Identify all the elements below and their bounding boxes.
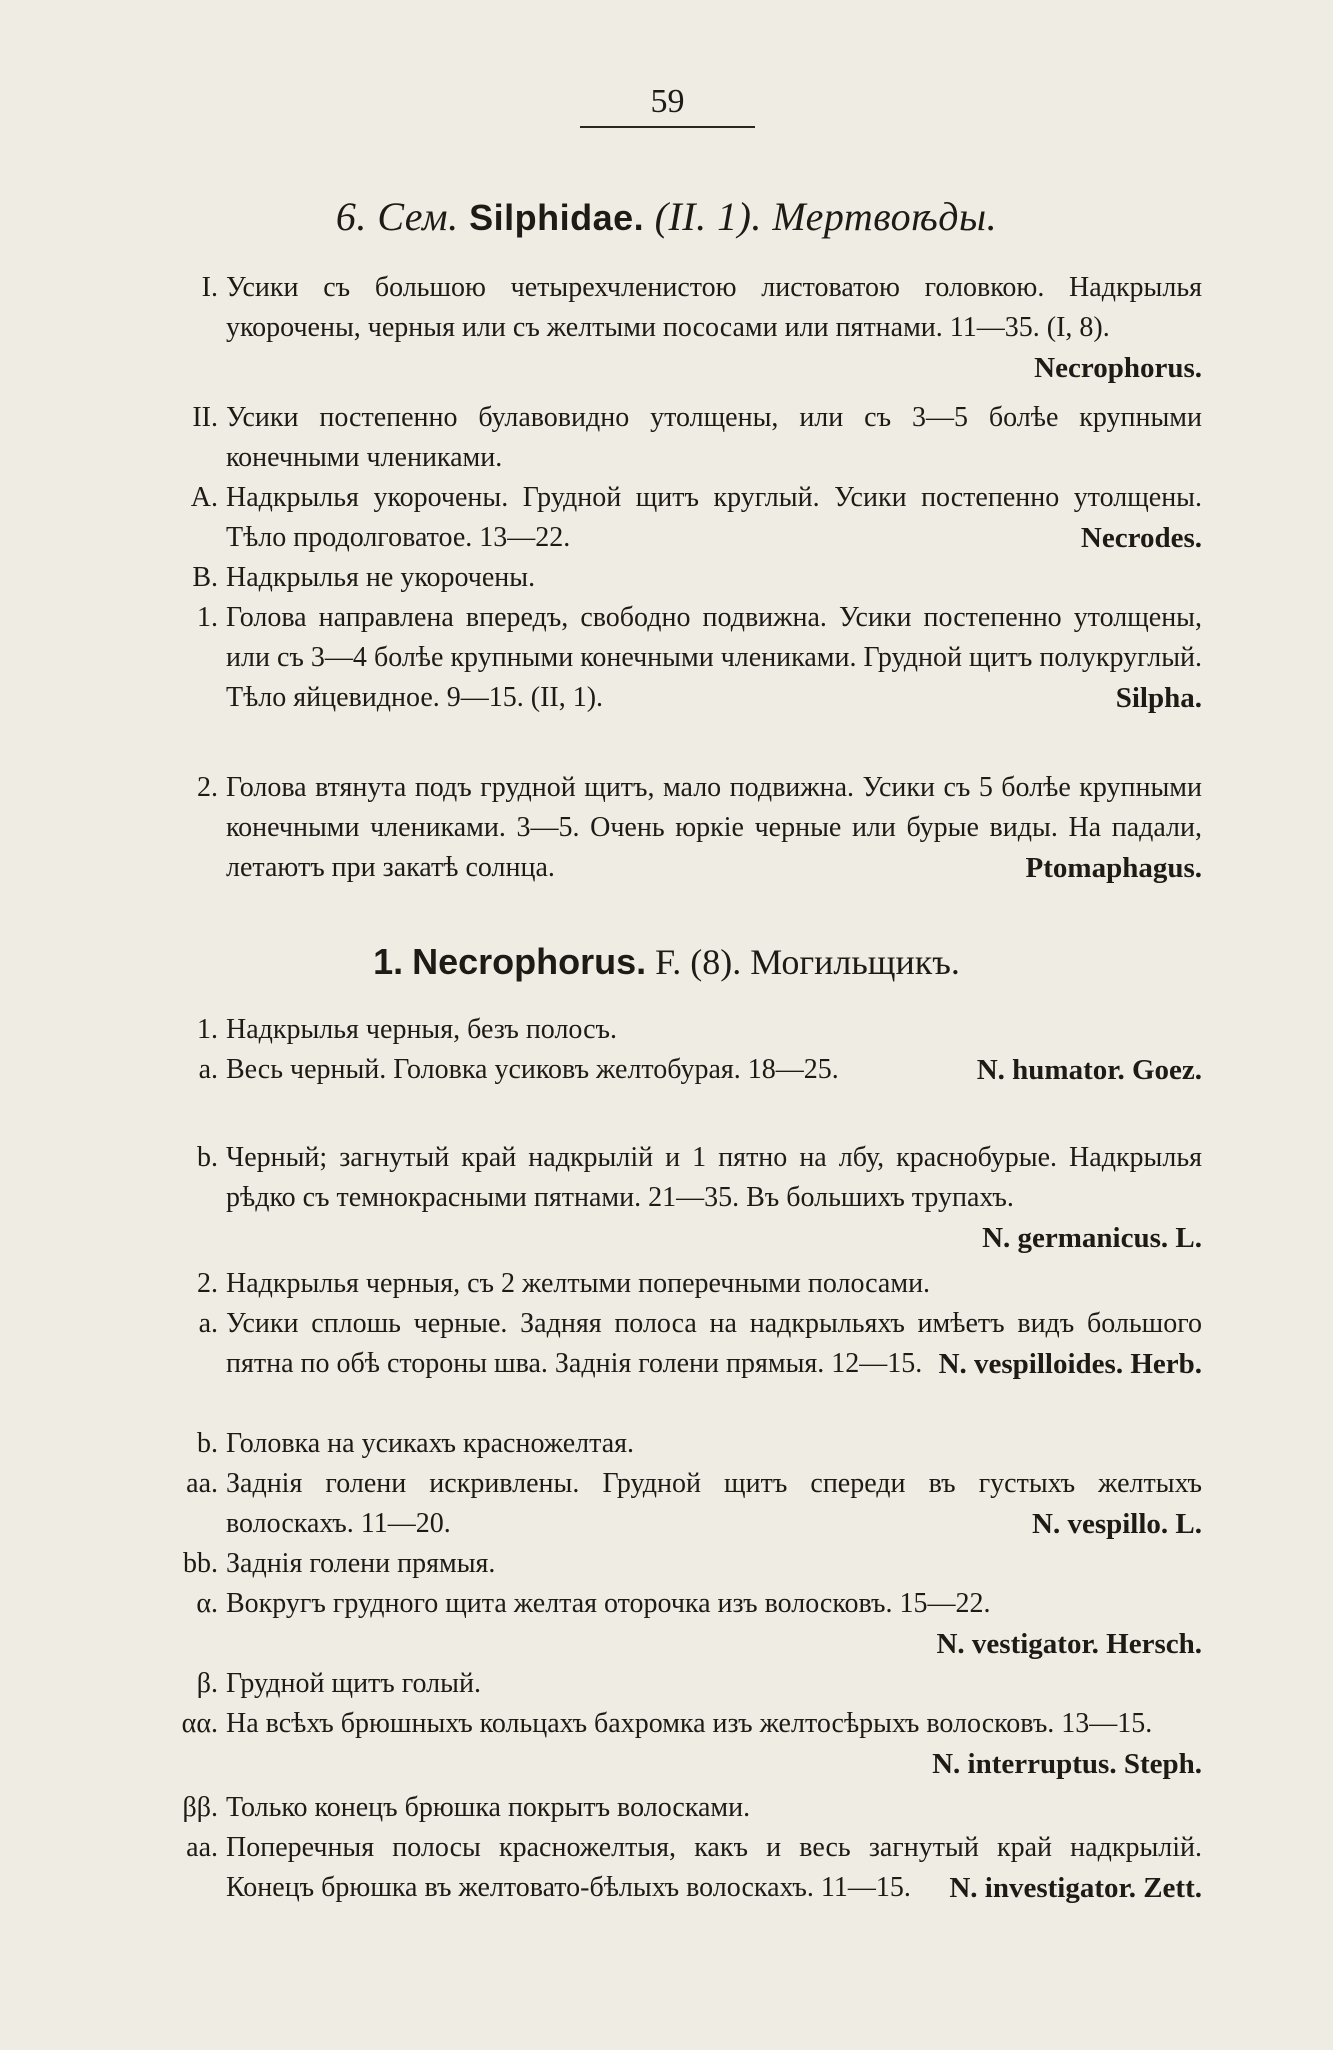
species-text xyxy=(226,1464,1202,1544)
key-entry xyxy=(142,268,1202,388)
species-key-entry xyxy=(142,1464,1202,1544)
key-marker: B. xyxy=(192,562,218,593)
key-entry xyxy=(142,478,1202,558)
species-marker: aa. xyxy=(186,1468,218,1499)
species-description: Заднія голени прямыя. xyxy=(226,1548,496,1579)
key-text xyxy=(226,478,1202,558)
family-label: Сем. xyxy=(377,194,459,239)
species-description: Только конецъ брюшка покрытъ волосками. xyxy=(226,1792,751,1823)
species-marker: aa. xyxy=(186,1832,218,1863)
species-key-entry xyxy=(142,1138,1202,1258)
species-text xyxy=(226,1138,1202,1258)
family-russian-name: Мертвоѣды. xyxy=(772,194,998,239)
key-text xyxy=(226,598,1202,718)
species-marker: ββ. xyxy=(182,1792,218,1823)
genus-author: F. xyxy=(655,942,682,982)
species-text xyxy=(226,1010,1202,1050)
species-marker: αα. xyxy=(181,1708,218,1739)
species-name: N. vespilloides. Herb. xyxy=(938,1348,1202,1380)
key-marker: A. xyxy=(190,482,218,513)
species-text xyxy=(226,1544,1202,1584)
species-text xyxy=(226,1788,1202,1828)
species-key-entry xyxy=(142,1544,1202,1584)
key-text xyxy=(226,558,1202,598)
species-description: Головка на усикахъ красножелтая. xyxy=(226,1428,635,1459)
species-marker: α. xyxy=(196,1588,218,1619)
genus-russian-name: Могильщикъ. xyxy=(750,942,960,982)
species-description: На всѣхъ брюшныхъ кольцахъ бахромка изъ желтосѣрыхъ волосковъ. 13—15. xyxy=(226,1708,1153,1739)
page-number-rule xyxy=(580,126,755,128)
species-key-entry xyxy=(142,1584,1202,1664)
species-key-entry xyxy=(142,1304,1202,1424)
species-description: Весь черный. Головка усиковъ желтобурая. 18—25. xyxy=(226,1054,839,1085)
key-description: Надкрылья не укорочены. xyxy=(226,562,536,593)
species-text xyxy=(226,1050,1202,1090)
species-text xyxy=(226,1584,1202,1664)
family-name: Silphidae. xyxy=(469,197,645,238)
key-description: Голова втянута подъ грудной щитъ, мало подвижна. Усики съ 5 болѣе крупными конечными члениками. 3—5. Очень юркіе черные или бурые виды. На падали, летаютъ при закатѣ солнца. xyxy=(226,772,1202,883)
species-marker: β. xyxy=(196,1668,218,1699)
species-key-entry xyxy=(142,1828,1202,1948)
species-description: Надкрылья черныя, съ 2 желтыми поперечными полосами. xyxy=(226,1268,931,1299)
species-text xyxy=(226,1704,1202,1784)
species-text xyxy=(226,1828,1202,1908)
species-key-entry xyxy=(142,1664,1202,1704)
species-text xyxy=(226,1304,1202,1384)
key-marker: I. xyxy=(201,272,218,303)
species-marker: b. xyxy=(197,1428,218,1459)
key-marker: 2. xyxy=(197,772,218,803)
key-entry xyxy=(142,558,1202,598)
key-entry xyxy=(142,768,1202,928)
key-marker: 1. xyxy=(197,602,218,633)
key-genus-name: Ptomaphagus. xyxy=(1025,852,1202,884)
genus-name: Necrophorus. xyxy=(412,941,647,982)
key-entry xyxy=(142,398,1202,478)
species-marker: a. xyxy=(198,1308,218,1339)
species-marker: b. xyxy=(197,1142,218,1173)
key-description: Надкрылья укорочены. Грудной щитъ круглый. Усики постепенно утолщены. Тѣло продолговатое. 13—22. xyxy=(226,482,1202,553)
species-marker: bb. xyxy=(183,1548,218,1579)
species-text xyxy=(226,1664,1202,1704)
key-description: Голова направлена впередъ, свободно подвижна. Усики постепенно утолщены, или съ 3—4 болѣе крупными конечными члениками. Грудной щитъ полукруглый. Тѣло яйцевидное. 9—15. (II, 1). xyxy=(226,602,1202,713)
species-text xyxy=(226,1424,1202,1464)
key-text xyxy=(226,768,1202,888)
species-description: Поперечныя полосы красножелтыя, какъ и весь загнутый край надкрылій. Конецъ брюшка въ желтовато-бѣлыхъ волоскахъ. 11—15. xyxy=(226,1832,1202,1903)
species-key-entry xyxy=(142,1264,1202,1304)
family-heading xyxy=(0,192,1333,243)
family-reference: (II. 1). xyxy=(654,194,762,239)
genus-count: (8). xyxy=(690,942,742,982)
key-text xyxy=(226,268,1202,388)
key-description: Усики съ большою четырехчленистою листоватою головкою. Надкрылья укорочены, черныя или съ желтыми пососами или пятнами. 11—35. (I, 8). xyxy=(226,272,1202,343)
species-name: N. germanicus. L. xyxy=(982,1222,1202,1254)
species-name: N. vestigator. Hersch. xyxy=(936,1628,1202,1660)
genus-number: 1. xyxy=(373,941,404,982)
species-marker: 2. xyxy=(197,1268,218,1299)
page-number: 59 xyxy=(650,83,685,120)
genus-heading xyxy=(0,938,1333,986)
key-genus-name: Necrophorus. xyxy=(1034,352,1202,384)
species-name: N. investigator. Zett. xyxy=(949,1872,1202,1904)
species-description: Усики сплошь черные. Задняя полоса на надкрыльяхъ имѣетъ видъ большого пятна по обѣ стороны шва. Заднія голени прямыя. 12—15. xyxy=(226,1308,1202,1379)
species-key-entry xyxy=(142,1704,1202,1784)
species-description: Черный; загнутый край надкрылій и 1 пятно на лбу, краснобурые. Надкрылья рѣдко съ темнокрасными пятнами. 21—35. Въ большихъ трупахъ. xyxy=(226,1142,1202,1213)
family-number: 6. xyxy=(335,194,367,239)
species-description: Вокругъ грудного щита желтая оторочка изъ волосковъ. 15—22. xyxy=(226,1588,991,1619)
key-marker: II. xyxy=(192,402,218,433)
key-genus-name: Necrodes. xyxy=(1080,522,1202,554)
species-name: N. vespillo. L. xyxy=(1032,1508,1202,1540)
species-description: Надкрылья черныя, безъ полосъ. xyxy=(226,1014,618,1045)
species-marker: 1. xyxy=(197,1014,218,1045)
key-description: Усики постепенно булавовидно утолщены, или съ 3—5 болѣе крупными конечными члениками. xyxy=(226,402,1202,473)
species-key-entry xyxy=(142,1424,1202,1464)
key-entry xyxy=(142,598,1202,758)
key-genus-name: Silpha. xyxy=(1115,682,1202,714)
species-marker: a. xyxy=(198,1054,218,1085)
species-text xyxy=(226,1264,1202,1304)
species-name: N. humator. Goez. xyxy=(976,1054,1202,1086)
species-key-entry xyxy=(142,1010,1202,1050)
species-key-entry xyxy=(142,1788,1202,1828)
key-text xyxy=(226,398,1202,478)
species-key-entry xyxy=(142,1050,1202,1130)
species-description: Заднія голени искривлены. Грудной щитъ спереди въ густыхъ желтыхъ волоскахъ. 11—20. xyxy=(226,1468,1202,1539)
species-name: N. interruptus. Steph. xyxy=(932,1748,1202,1780)
species-description: Грудной щитъ голый. xyxy=(226,1668,481,1699)
